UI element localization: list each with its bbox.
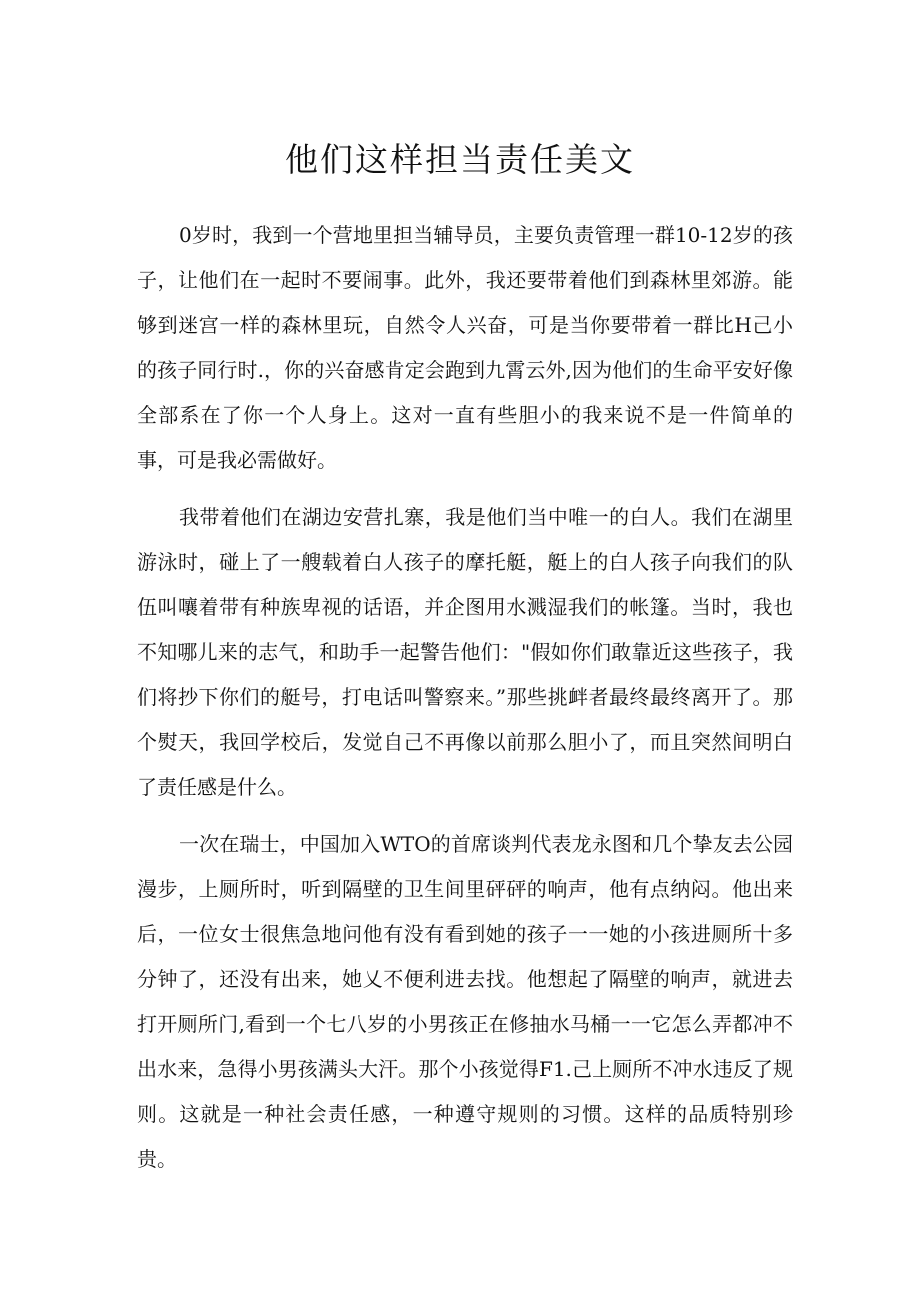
paragraph-2: 我带着他们在湖边安营扎寨，我是他们当中唯一的白人。我们在湖里游泳时，碰上了一艘载着白人孩子的摩托艇，艇上的白人孩子向我们的队伍叫嚷着带有种族卑视的话语，并企图用水溅湿我们的帐篷。当时，我也不知哪儿来的志气，和助手一起警告他们："假如你们敢靠近这些孩子，我们将抄下你们的艇号，打电话叫警察来。”那些挑衅者最终最终离开了。那个熨天，我回学校后，发觉自己不再像以前那么胆小了，而且突然间明白了责任感是什么。 [137, 505, 793, 799]
paragraph-1: 0岁时，我到一个营地里担当辅导员，主要负责管理一群10-12岁的孩子，让他们在一起时不要闹事。此外，我还要带着他们到森林里郊游。能够到迷宫一样的森林里玩，自然令人兴奋，可是当你要带着一群比H己小的孩子同行时.，你的兴奋感肯定会跑到九霄云外,因为他们的生命平安好像全部系在了你一个人身上。这对一直有些胆小的我来说不是一件简单的事，可是我必需做好。 [137, 223, 793, 472]
document-title: 他们这样担当责任美文 [285, 140, 635, 179]
paragraph-3: 一次在瑞士，中国加入WTO的首席谈判代表龙永图和几个挚友去公园漫步，上厕所时，听到隔壁的卫生间里砰砰的响声，他有点纳闷。他出来后，一位女士很焦急地问他有没有看到她的孩子一一她的小孩进厕所十多分钟了，还没有出来，她乂不便利进去找。他想起了隔壁的响声，就进去打开厕所门,看到一个七八岁的小男孩正在修抽水马桶一一它怎么弄都冲不出水来，急得小男孩满头大汗。那个小孩觉得F1.己上厕所不冲水违反了规则。这就是一种社会责任感，一种遵守规则的习惯。这样的品质特别珍贵。 [137, 832, 793, 1171]
document-body [137, 213, 793, 1182]
